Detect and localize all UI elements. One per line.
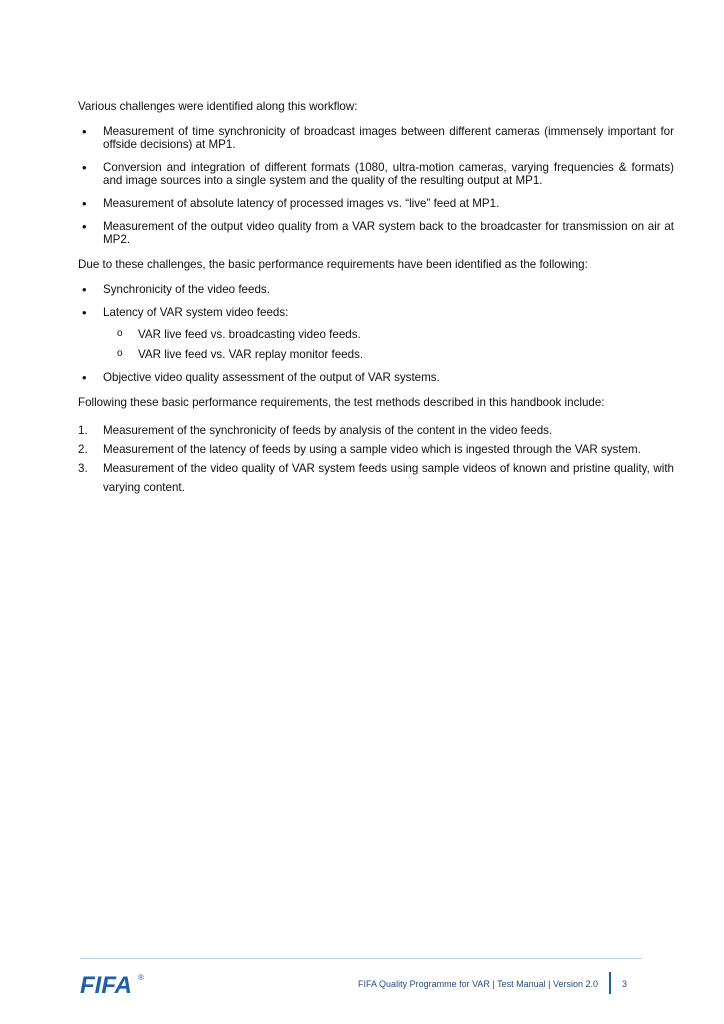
item-text: Measurement of the synchronicity of feeds by analysis of the content in the video feeds. <box>103 424 553 437</box>
list-item-label: Latency of VAR system video feeds: <box>103 306 289 319</box>
sub-list-item: o VAR live feed vs. broadcasting video feeds. <box>103 328 674 341</box>
intro-paragraph: Various challenges were identified along this workflow: <box>78 100 358 113</box>
registered-mark: ® <box>138 973 144 982</box>
numbered-item <box>78 421 674 440</box>
item-number: 3. <box>78 462 88 475</box>
footer-title: FIFA Quality Programme for VAR | Test Manual | Version 2.0 <box>358 979 598 989</box>
list-item: • Measurement of time synchronicity of broadcast images between different cameras (immensely important for offside decisions) at MP1. <box>78 125 674 151</box>
main-content <box>78 100 674 497</box>
list-item: • Measurement of absolute latency of processed images vs. “live” feed at MP1. <box>78 197 674 210</box>
footer-separator <box>609 972 611 994</box>
item-text: Measurement of the video quality of VAR system feeds using sample videos of known and pristine quality, with varying content. <box>103 462 674 494</box>
page-number: 3 <box>622 979 628 989</box>
fifa-logo <box>80 968 148 996</box>
numbered-item <box>78 459 674 497</box>
footer-divider <box>80 958 642 959</box>
challenges-list <box>78 125 674 246</box>
list-item: • Measurement of the output video quality from a VAR system back to the broadcaster for transmission on air at MP2. <box>78 220 674 246</box>
requirements-list <box>78 283 674 384</box>
methods-intro: Following these basic performance requirements, the test methods described in this handbook include: <box>78 396 605 409</box>
sub-list-item: o VAR live feed vs. VAR replay monitor feeds. <box>103 348 674 361</box>
item-text: Measurement of the latency of feeds by using a sample video which is ingested through the VAR system. <box>103 443 641 456</box>
requirements-intro: Due to these challenges, the basic performance requirements have been identified as the following: <box>78 258 588 271</box>
list-item: • Objective video quality assessment of the output of VAR systems. <box>78 371 674 384</box>
latency-sub-list <box>103 328 674 361</box>
numbered-item <box>78 440 674 459</box>
list-item: • Conversion and integration of different formats (1080, ultra-motion cameras, varying frequencies & formats) and image sources into a single system and the quality of the resulting output at MP1. <box>78 161 674 187</box>
list-item-latency <box>78 306 674 361</box>
item-number: 2. <box>78 443 88 456</box>
item-number: 1. <box>78 424 88 437</box>
list-item: • Synchronicity of the video feeds. <box>78 283 674 296</box>
fifa-logo-text: FIFA <box>80 972 132 996</box>
methods-list <box>78 421 674 497</box>
